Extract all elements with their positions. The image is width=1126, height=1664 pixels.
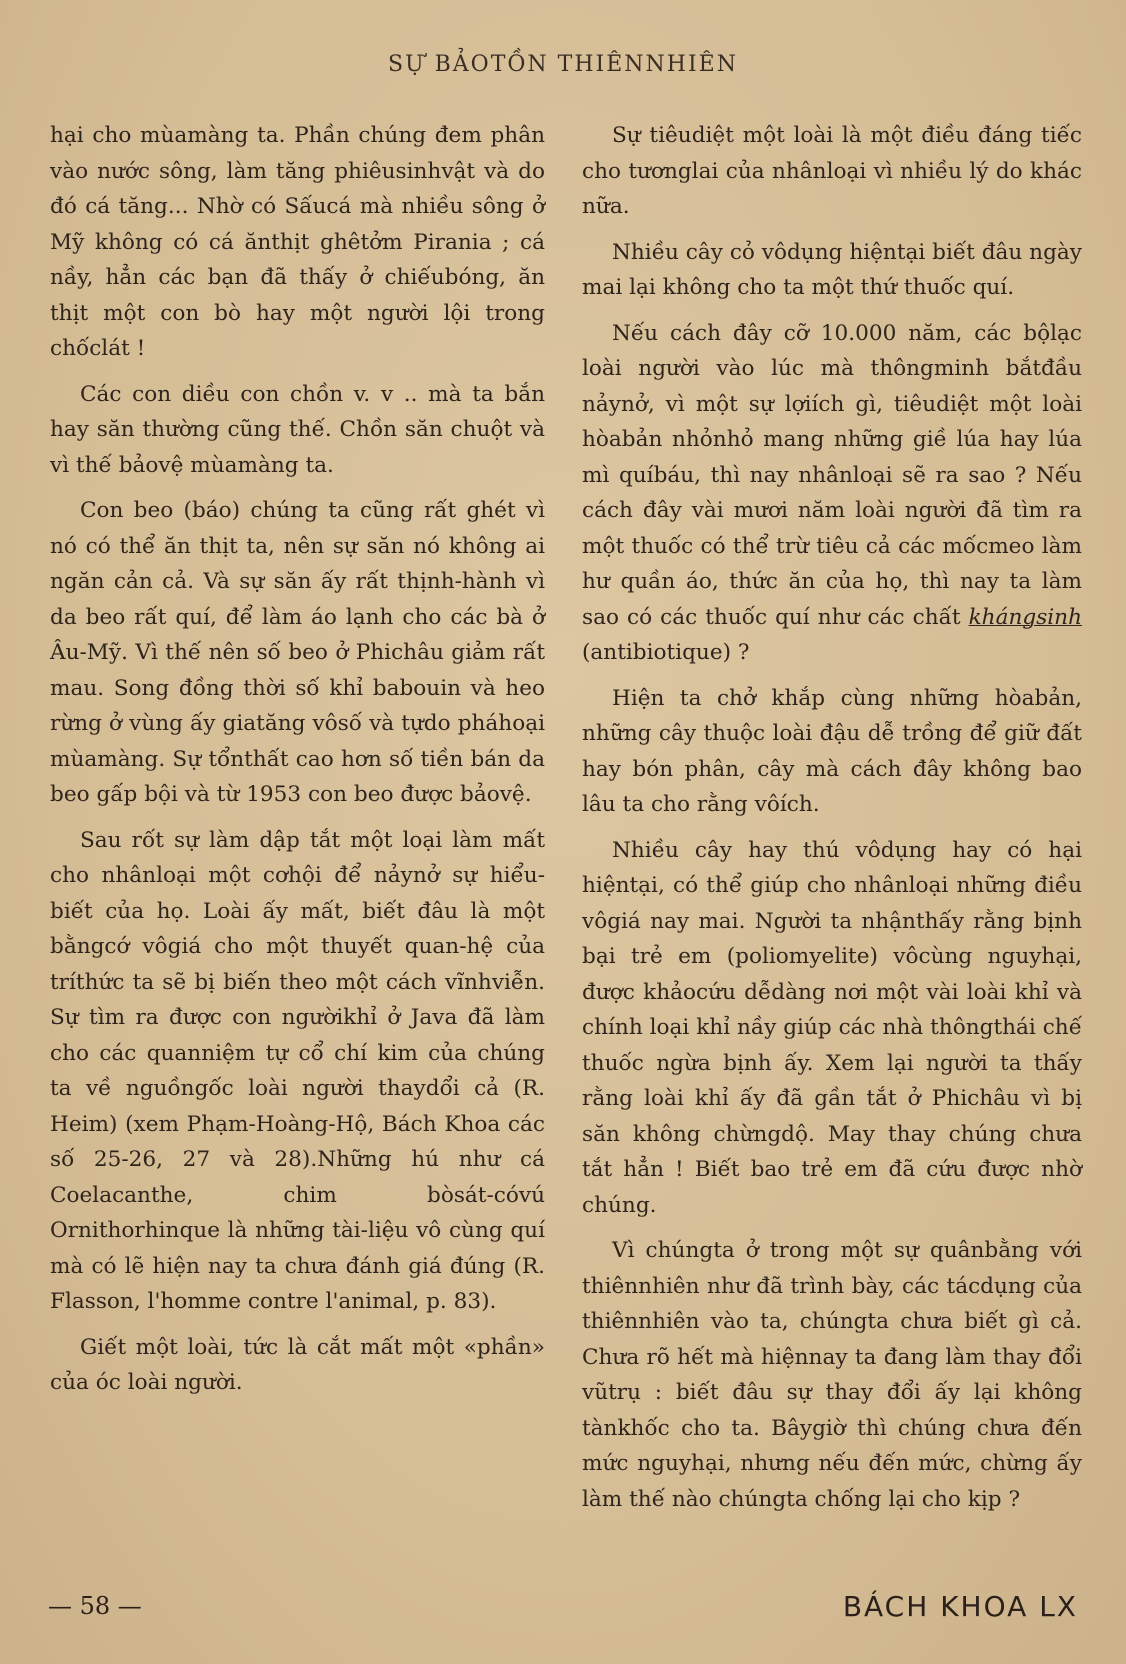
left-column xyxy=(50,118,545,1411)
paragraph: hại cho mùamàng ta. Phần chúng đem phân vào nước sông, làm tăng phiêusinhvật và do đó cá tăng... Nhờ có Sấucá mà nhiều sông ở Mỹ không có cá ănthịt ghêtởm Pirania ; cá nầy, hẳn các bạn đã thấy ở chiếubóng, ăn thịt một con bò hay một người lội trong chốclát ! xyxy=(50,123,545,361)
page-number: — 58 — xyxy=(48,1592,142,1620)
running-header: SỰ BẢOTỒN THIÊNNHIÊN xyxy=(388,52,738,77)
paragraph: Sự tiêudiệt một loài là một điều đáng tiếc cho tươnglai của nhânloại vì nhiều lý do khác nữa. xyxy=(582,123,1082,219)
paragraph xyxy=(582,316,1082,671)
paragraph: Vì chúngta ở trong một sự quânbằng với thiênnhiên như đã trình bày, các tácdụng của thiênnhiên vào ta, chúngta chưa biết gì cả. Chưa rõ hết mà hiệnnay ta đang làm thay đổi vũtrụ : biết đâu sự thay đổi ấy lại không tànkhốc cho ta. Bâygiờ thì chúng chưa đến mức nguyhại, nhưng nếu đến mức, chừng ấy làm thế nào chúngta chống lại cho kịp ? xyxy=(582,1238,1082,1512)
paragraph: Con beo (báo) chúng ta cũng rất ghét vì nó có thể ăn thịt ta, nên sự săn nó không ai ngăn cản cả. Và sự săn ấy rất thịnh-hành vì da beo rất quí, để làm áo lạnh cho các bà ở Âu-Mỹ. Vì thế nên số beo ở Phichâu giảm rất mau. Song đồng thời số khỉ babouin và heo rừng ở vùng ấy giatăng vôsố và tựdo pháhoại mùamàng. Sự tổnthất cao hơn số tiền bán da beo gấp bội và từ 1953 con beo được bảovệ. xyxy=(50,498,545,807)
paragraph: Giết một loài, tức là cắt mất một «phần» của óc loài người. xyxy=(50,1334,545,1395)
paragraph-text: Nếu cách đây cỡ 10.000 năm, các bộlạc loài người vào lúc mà thôngminh bắtđầu nảynở, vì một sự lợiích gì, tiêudiệt một loài hòabản nhỏnhỏ mang những giề lúa hay lúa mì quíbáu, thì nay nhânloại sẽ ra sao ? Nếu cách đây vài mươi năm loài người đã tìm ra một thuốc có thể trừ tiêu cả các mốcmeo làm hư quần áo, thức ăn của họ, thì nay ta làm sao có các thuốc quí như các chất xyxy=(582,320,1082,630)
antibiotic-term: khángsinh xyxy=(968,604,1082,630)
right-column xyxy=(582,118,1082,1527)
paragraph-tail: (antibiotique) ? xyxy=(582,640,750,665)
paragraph: Nhiều cây hay thú vôdụng hay có hại hiệntại, có thể giúp cho nhânloại những điều vôgiá nay mai. Người ta nhậnthấy rằng bịnh bại trẻ em (poliomyelite) vôcùng nguyhại, được khảocứu dễdàng nơi một vài loài khỉ và chính loại khỉ nầy giúp các nhà thôngthái chế thuốc ngừa bịnh ấy. Xem lại người ta thấy rằng loài khỉ ấy đã gần tắt ở Phichâu vì bị săn không chừngdộ. May thay chúng chưa tắt hẳn ! Biết bao trẻ em đã cứu được nhờ chúng. xyxy=(582,837,1082,1218)
paragraph: Các con diều con chồn v. v .. mà ta bắn hay săn thường cũng thế. Chồn săn chuột và vì thế bảovệ mùamàng ta. xyxy=(50,381,545,478)
paragraph: Hiện ta chở khắp cùng những hòabản, những cây thuộc loài đậu dễ trồng để giữ đất hay bón phân, cây mà cách đây không bao lâu ta cho rằng vôích. xyxy=(582,685,1082,817)
publication-name: BÁCH KHOA LX xyxy=(842,1590,1078,1623)
paragraph: Sau rốt sự làm dập tắt một loại làm mất cho nhânloại một cơhội để nảynở sự hiểu-biết của họ. Loài ấy mất, biết đâu là một bằngcớ vôgiá cho một thuyết quan-hệ của tríthức ta sẽ bị biến theo một cách vĩnhviễn. Sự tìm ra được con ngườikhỉ ở Java đã làm cho các quanniệm tự cổ chí kim của chúng ta về nguồngốc loài người thaydổi cả (R. Heim) (xem Phạm-Hoàng-Hộ, Bách Khoa các số 25-26, 27 và 28).Những hú như cá Coelacanthe, chim bòsát-cóvú Ornithorhinque là những tài-liệu vô cùng quí mà có lẽ hiện nay ta chưa đánh giá đúng (R. Flasson, l'homme contre l'animal, p. 83). xyxy=(50,827,545,1314)
paragraph: Nhiều cây cỏ vôdụng hiệntại biết đâu ngày mai lại không cho ta một thứ thuốc quí. xyxy=(582,239,1082,300)
